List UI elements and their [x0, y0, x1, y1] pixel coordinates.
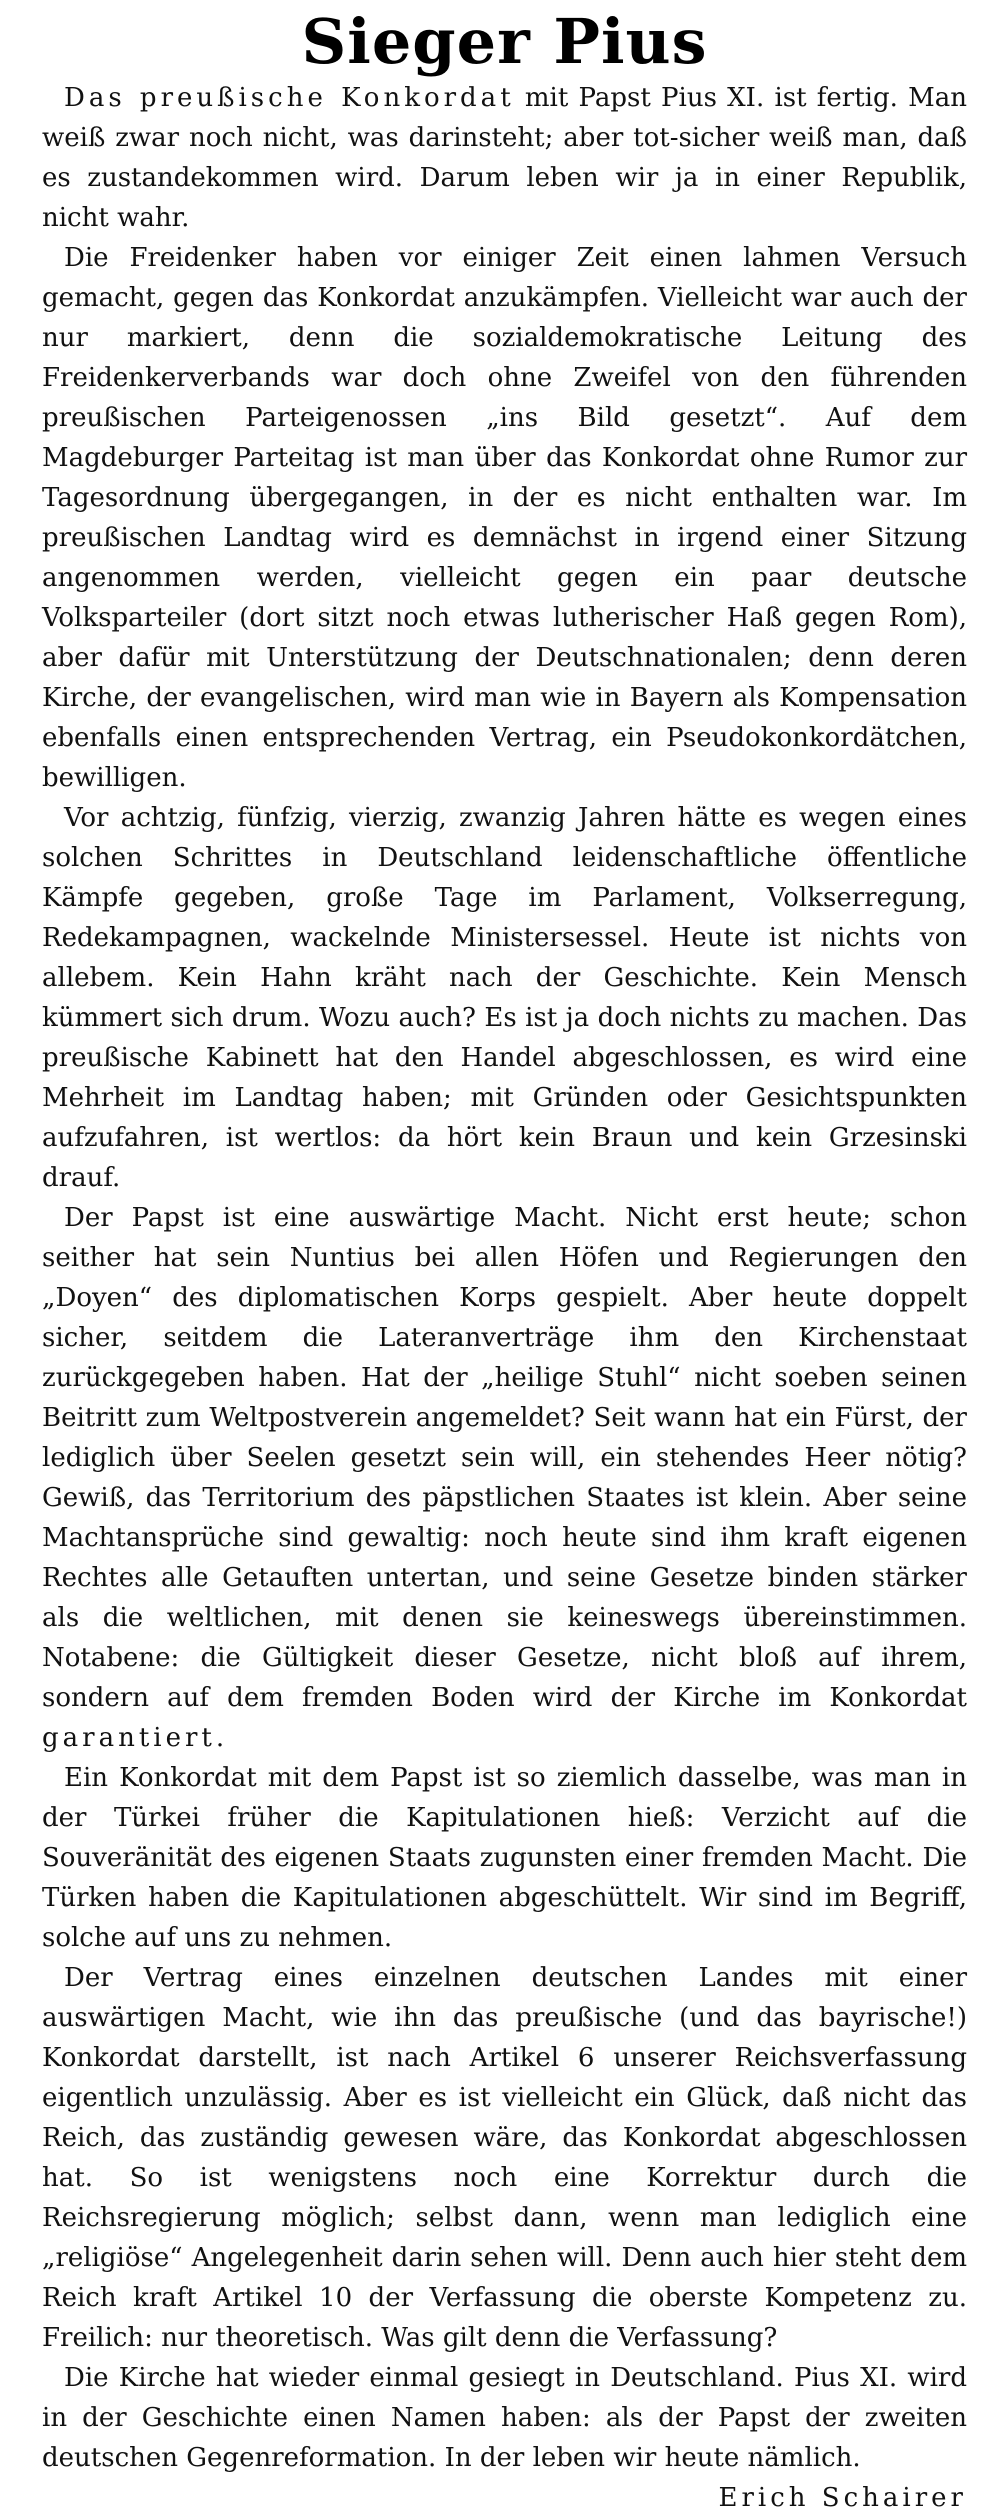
paragraph-1-spaced-lead: Das preußische Konkordat [64, 83, 515, 113]
article-headline: Sieger Pius [301, 5, 708, 78]
paragraph-2: Die Freidenker haben vor einiger Zeit einen lahmen Versuch gemacht, gegen das Konkordat anzukämpfen. Vielleicht war auch der nur markiert, denn die sozialdemokratische Leitung des Freidenkerverbands war doch ohne Zweifel von den führenden preußischen Parteigenossen „ins Bild gesetzt“. Auf dem Magdeburger Parteitag ist man über das Konkordat ohne Rumor zur Tagesordnung übergegangen, in der es nicht enthalten war. Im preußischen Landtag wird es demnächst in irgend einer Sitzung angenommen werden, vielleicht gegen ein paar deutsche Volksparteiler (dort sitzt noch etwas lutherischer Haß gegen Rom), aber dafür mit Unterstützung der Deutschnationalen; denn deren Kirche, der evangelischen, wird man wie in Bayern als Kompensation ebenfalls einen entsprechenden Vertrag, ein Pseudokonkordätchen, bewilligen. [42, 243, 967, 793]
paragraph-4-text: Der Papst ist eine auswärtige Macht. Nicht erst heute; schon seither hat sein Nuntius bei allen Höfen und Regierungen den „Doyen“ des diplomatischen Korps gespielt. Aber heute doppelt sicher, seitdem die Lateranverträge ihm den Kirchenstaat zurückgegeben haben. Hat der „heilige Stuhl“ nicht soeben seinen Beitritt zum Weltpostverein angemeldet? Seit wann hat ein Fürst, der lediglich über Seelen gesetzt sein will, ein stehendes Heer nötig? Gewiß, das Territorium des päpstlichen Staates ist klein. Aber seine Machtansprüche sind gewaltig: noch heute sind ihm kraft eigenen Rechtes alle Getauften untertan, und seine Gesetze binden stärker als die weltlichen, mit denen sie keineswegs übereinstimmen. Notabene: die Gültigkeit dieser Gesetze, nicht bloß auf ihrem, sondern auf dem fremden Boden wird der Kirche im Konkordat [42, 1203, 967, 1713]
paragraph-5: Ein Konkordat mit dem Papst ist so ziemlich dasselbe, was man in der Türkei früher die Kapitulationen hieß: Verzicht auf die Souveränität des eigenen Staats zugunsten einer fremden Macht. Die Türken haben die Kapitulationen abgeschüttelt. Wir sind im Begriff, solche auf uns zu nehmen. [42, 1763, 967, 1953]
paragraph-4 [42, 1198, 967, 1758]
article [42, 0, 967, 2513]
paragraph-7 [42, 2358, 967, 2518]
paragraph-1-text: mit Papst Pius XI. ist fertig. Man weiß zwar noch nicht, was darinsteht; aber tot-sicher weiß man, daß es zustandekommen wird. Darum leben wir ja in einer Republik, nicht wahr. [42, 83, 967, 233]
paragraph-7-text: Die Kirche hat wieder einmal gesiegt in Deutschland. Pius XI. wird in der Geschichte einen Namen haben: als der Papst der zweiten deutschen Gegenreformation. In der leben wir heute nämlich. [42, 2363, 967, 2473]
paragraph-6: Der Vertrag eines einzelnen deutschen Landes mit einer auswärtigen Macht, wie ihn das preußische (und das bayrische!) Konkordat darstellt, ist nach Artikel 6 unserer Reichsverfassung eigentlich unzulässig. Aber es ist vielleicht ein Glück, daß nicht das Reich, das zuständig gewesen wäre, das Konkordat abgeschlossen hat. So ist wenigstens noch eine Korrektur durch die Reichsregierung möglich; selbst dann, wenn man lediglich eine „religiöse“ Angelegenheit darin sehen will. Denn auch hier steht dem Reich kraft Artikel 10 der Verfassung die oberste Kompetenz zu. Freilich: nur theoretisch. Was gilt denn die Verfassung? [42, 1963, 967, 2353]
paragraph-1 [42, 78, 967, 238]
byline [42, 2478, 967, 2518]
paragraph-3: Vor achtzig, fünfzig, vierzig, zwanzig Jahren hätte es wegen eines solchen Schrittes in Deutschland leidenschaftliche öffentliche Kämpfe gegeben, große Tage im Parlament, Volkserregung, Redekampagnen, wackelnde Ministersessel. Heute ist nichts von allebem. Kein Hahn kräht nach der Geschichte. Kein Mensch kümmert sich drum. Wozu auch? Es ist ja doch nichts zu machen. Das preußische Kabinett hat den Handel abgeschlossen, es wird eine Mehrheit im Landtag haben; mit Gründen oder Gesichtspunkten aufzufahren, ist wertlos: da hört kein Braun und kein Grzesinski drauf. [42, 803, 967, 1193]
article-body [42, 78, 967, 2518]
paragraph-4-spaced-tail: garantiert. [42, 1723, 229, 1753]
author-name: Erich Schairer [718, 2483, 967, 2513]
